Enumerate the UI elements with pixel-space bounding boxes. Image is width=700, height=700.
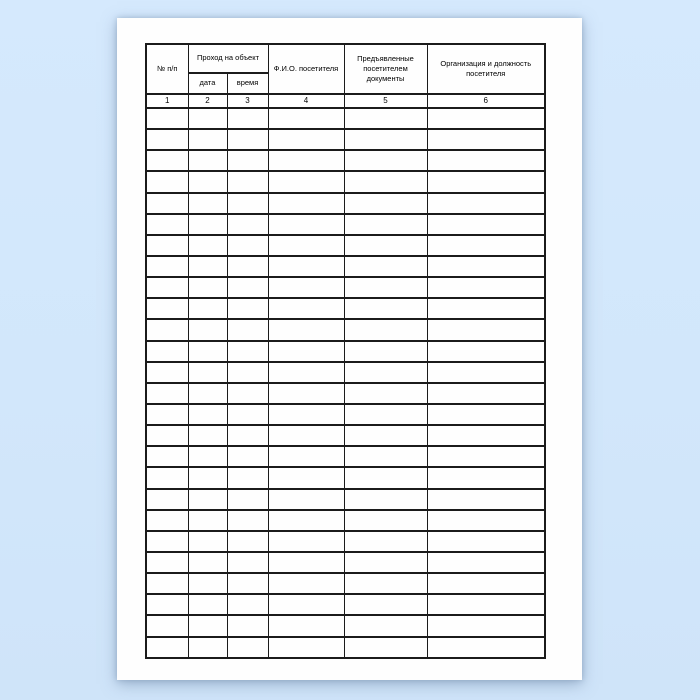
empty-cell [427, 108, 545, 129]
empty-cell [344, 362, 427, 383]
empty-cell [227, 510, 268, 531]
empty-cell [188, 214, 227, 235]
empty-cell [427, 615, 545, 636]
empty-cell [227, 129, 268, 150]
document-page [117, 18, 582, 680]
table-row [146, 531, 545, 552]
empty-cell [188, 341, 227, 362]
empty-cell [268, 362, 344, 383]
empty-cell [227, 193, 268, 214]
empty-cell [268, 531, 344, 552]
empty-cell [344, 108, 427, 129]
header-entry-date: дата [188, 73, 227, 94]
table-row [146, 425, 545, 446]
empty-cell [344, 637, 427, 658]
empty-cell [146, 214, 188, 235]
empty-cell [146, 489, 188, 510]
empty-cell [227, 531, 268, 552]
header-documents: Предъявленные посетителем документы [344, 44, 427, 94]
table-row [146, 129, 545, 150]
empty-cell [427, 489, 545, 510]
table-row [146, 467, 545, 488]
empty-cell [188, 573, 227, 594]
empty-cell [268, 341, 344, 362]
empty-cell [188, 446, 227, 467]
empty-cell [268, 615, 344, 636]
empty-cell [146, 362, 188, 383]
column-number-cell: 5 [344, 94, 427, 108]
header-entry-time: время [227, 73, 268, 94]
empty-cell [227, 341, 268, 362]
empty-cell [188, 235, 227, 256]
empty-cell [146, 235, 188, 256]
empty-cell [344, 552, 427, 573]
empty-cell [146, 615, 188, 636]
visitor-log-table [145, 43, 546, 659]
empty-cell [344, 615, 427, 636]
empty-cell [344, 277, 427, 298]
empty-cell [344, 256, 427, 277]
empty-cell [268, 256, 344, 277]
empty-cell [188, 319, 227, 340]
empty-cell [427, 277, 545, 298]
empty-cell [227, 214, 268, 235]
empty-cell [268, 446, 344, 467]
empty-cell [146, 298, 188, 319]
empty-cell [344, 129, 427, 150]
header-visitor-name: Ф.И.О. посетителя [268, 44, 344, 94]
empty-cell [268, 319, 344, 340]
header-organization: Организация и должность посетителя [427, 44, 545, 94]
empty-cell [188, 404, 227, 425]
table-body [146, 108, 545, 658]
empty-cell [146, 446, 188, 467]
empty-cell [268, 193, 344, 214]
column-number-cell: 1 [146, 94, 188, 108]
empty-cell [427, 467, 545, 488]
empty-cell [146, 531, 188, 552]
empty-cell [344, 404, 427, 425]
empty-cell [268, 150, 344, 171]
empty-cell [268, 467, 344, 488]
empty-cell [146, 193, 188, 214]
empty-cell [146, 573, 188, 594]
empty-cell [344, 171, 427, 192]
empty-cell [344, 446, 427, 467]
empty-cell [268, 383, 344, 404]
empty-cell [427, 319, 545, 340]
empty-cell [268, 425, 344, 446]
empty-cell [227, 256, 268, 277]
empty-cell [146, 150, 188, 171]
empty-cell [427, 362, 545, 383]
empty-cell [146, 404, 188, 425]
empty-cell [188, 510, 227, 531]
empty-cell [344, 425, 427, 446]
empty-cell [188, 277, 227, 298]
header-entry-group: Проход на объект [188, 44, 268, 73]
table-row [146, 298, 545, 319]
table-row [146, 171, 545, 192]
empty-cell [227, 383, 268, 404]
empty-cell [188, 383, 227, 404]
empty-cell [227, 446, 268, 467]
empty-cell [227, 150, 268, 171]
empty-cell [268, 108, 344, 129]
empty-cell [427, 552, 545, 573]
header-row-main [146, 44, 545, 73]
empty-cell [188, 594, 227, 615]
table-row [146, 573, 545, 594]
empty-cell [227, 615, 268, 636]
column-number-cell: 2 [188, 94, 227, 108]
table-row [146, 277, 545, 298]
empty-cell [344, 467, 427, 488]
table-row [146, 446, 545, 467]
empty-cell [188, 531, 227, 552]
table-row [146, 214, 545, 235]
empty-cell [146, 467, 188, 488]
empty-cell [427, 531, 545, 552]
empty-cell [188, 171, 227, 192]
empty-cell [344, 214, 427, 235]
empty-cell [188, 615, 227, 636]
empty-cell [268, 489, 344, 510]
empty-cell [427, 425, 545, 446]
empty-cell [427, 637, 545, 658]
empty-cell [268, 404, 344, 425]
empty-cell [227, 594, 268, 615]
empty-cell [188, 108, 227, 129]
empty-cell [268, 594, 344, 615]
table-row [146, 552, 545, 573]
empty-cell [344, 193, 427, 214]
empty-cell [344, 531, 427, 552]
empty-cell [227, 425, 268, 446]
empty-cell [344, 510, 427, 531]
empty-cell [427, 446, 545, 467]
empty-cell [344, 594, 427, 615]
empty-cell [268, 573, 344, 594]
table-row [146, 637, 545, 658]
table-row [146, 615, 545, 636]
empty-cell [188, 150, 227, 171]
empty-cell [344, 341, 427, 362]
empty-cell [146, 277, 188, 298]
table-header [146, 44, 545, 108]
empty-cell [227, 404, 268, 425]
empty-cell [188, 193, 227, 214]
empty-cell [146, 256, 188, 277]
empty-cell [427, 235, 545, 256]
table-row [146, 108, 545, 129]
empty-cell [344, 489, 427, 510]
empty-cell [268, 298, 344, 319]
table-row [146, 193, 545, 214]
empty-cell [146, 552, 188, 573]
empty-cell [268, 637, 344, 658]
table-row [146, 594, 545, 615]
empty-cell [188, 256, 227, 277]
empty-cell [427, 150, 545, 171]
empty-cell [268, 235, 344, 256]
empty-cell [427, 214, 545, 235]
empty-cell [427, 298, 545, 319]
table-row [146, 341, 545, 362]
table-row [146, 383, 545, 404]
empty-cell [227, 489, 268, 510]
empty-cell [146, 129, 188, 150]
empty-cell [427, 573, 545, 594]
table-row [146, 235, 545, 256]
table-row [146, 510, 545, 531]
empty-cell [227, 552, 268, 573]
empty-cell [227, 171, 268, 192]
empty-cell [427, 256, 545, 277]
empty-cell [146, 171, 188, 192]
empty-cell [427, 404, 545, 425]
empty-cell [427, 171, 545, 192]
table-row [146, 489, 545, 510]
column-number-cell: 3 [227, 94, 268, 108]
empty-cell [227, 467, 268, 488]
empty-cell [268, 214, 344, 235]
empty-cell [227, 573, 268, 594]
table-row [146, 404, 545, 425]
empty-cell [227, 637, 268, 658]
empty-cell [188, 637, 227, 658]
empty-cell [146, 108, 188, 129]
empty-cell [188, 552, 227, 573]
empty-cell [344, 150, 427, 171]
table-row [146, 256, 545, 277]
empty-cell [344, 383, 427, 404]
empty-cell [146, 319, 188, 340]
table-row [146, 362, 545, 383]
empty-cell [188, 467, 227, 488]
empty-cell [227, 108, 268, 129]
empty-cell [344, 235, 427, 256]
empty-cell [268, 129, 344, 150]
column-number-cell: 6 [427, 94, 545, 108]
table-row [146, 319, 545, 340]
empty-cell [268, 510, 344, 531]
table-row [146, 150, 545, 171]
empty-cell [227, 298, 268, 319]
empty-cell [344, 319, 427, 340]
empty-cell [188, 489, 227, 510]
empty-cell [427, 594, 545, 615]
empty-cell [227, 319, 268, 340]
empty-cell [146, 425, 188, 446]
empty-cell [146, 341, 188, 362]
empty-cell [268, 277, 344, 298]
empty-cell [146, 510, 188, 531]
empty-cell [268, 552, 344, 573]
empty-cell [188, 298, 227, 319]
column-number-cell: 4 [268, 94, 344, 108]
empty-cell [188, 129, 227, 150]
empty-cell [188, 362, 227, 383]
empty-cell [146, 383, 188, 404]
empty-cell [344, 298, 427, 319]
empty-cell [344, 573, 427, 594]
empty-cell [227, 235, 268, 256]
empty-cell [146, 637, 188, 658]
empty-cell [427, 341, 545, 362]
column-numbers-row [146, 94, 545, 108]
empty-cell [427, 383, 545, 404]
empty-cell [188, 425, 227, 446]
empty-cell [268, 171, 344, 192]
empty-cell [427, 193, 545, 214]
header-row-number: № п/п [146, 44, 188, 94]
empty-cell [427, 510, 545, 531]
empty-cell [227, 277, 268, 298]
empty-cell [146, 594, 188, 615]
empty-cell [227, 362, 268, 383]
empty-cell [427, 129, 545, 150]
